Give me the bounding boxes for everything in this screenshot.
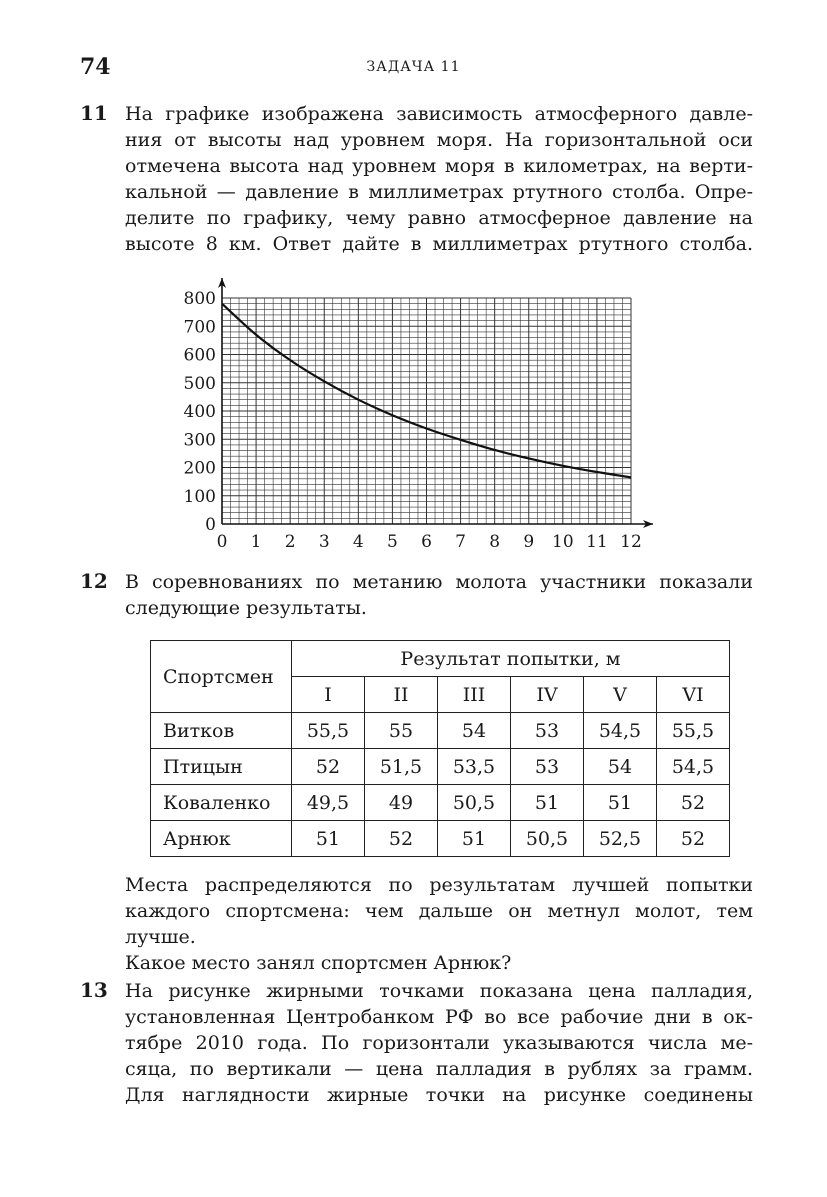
result-cell: 52	[292, 749, 365, 785]
result-cell: 51	[292, 821, 365, 857]
text-line: ния от высоты над уровнем моря. На горизонтальной оси	[125, 129, 753, 151]
y-tick-label: 500	[183, 373, 216, 394]
result-cell: 51	[584, 785, 657, 821]
task-11-text	[125, 101, 753, 257]
task-12-rules	[125, 872, 753, 976]
text-line: лучше.	[125, 926, 196, 948]
task-12-question: Какое место занял спортсмен Арнюк?	[125, 952, 512, 974]
athlete-name: Витков	[151, 713, 292, 749]
table-row	[151, 749, 730, 785]
result-cell: 55,5	[657, 713, 730, 749]
athlete-name: Арнюк	[151, 821, 292, 857]
result-cell: 53,5	[438, 749, 511, 785]
text-line: сяца, по вертикали — цена палладия в рублях за грамм.	[125, 1058, 753, 1080]
pressure-altitude-chart	[170, 270, 670, 560]
y-tick-label: 700	[183, 317, 216, 338]
header-athlete: Спортсмен	[151, 641, 292, 713]
x-tick-label: 9	[523, 532, 535, 552]
result-cell: 52	[365, 821, 438, 857]
table-row	[151, 821, 730, 857]
text-line: Для наглядности жирные точки на рисунке соединены	[125, 1084, 753, 1106]
result-cell: 54	[584, 749, 657, 785]
x-tick-label: 5	[387, 532, 398, 552]
x-tick-label: 0	[216, 532, 228, 552]
attempt-header: II	[365, 677, 438, 713]
result-cell: 52,5	[584, 821, 657, 857]
y-tick-label: 100	[183, 486, 216, 507]
page-number: 74	[80, 54, 111, 80]
result-cell: 49,5	[292, 785, 365, 821]
x-tick-labels	[217, 532, 642, 552]
y-tick-label: 400	[183, 402, 216, 422]
header-result: Результат попытки, м	[292, 641, 730, 677]
task-13-text	[125, 978, 753, 1108]
text-line: Места распределяются по результатам лучшей попытки	[125, 874, 753, 896]
text-line: установленная Центробанком РФ во все рабочие дни в ок-	[125, 1006, 753, 1028]
text-line: высоте 8 км. Ответ дайте в миллиметрах ртутного столба.	[125, 233, 753, 255]
result-cell: 55,5	[292, 713, 365, 749]
task-13-number: 13	[80, 978, 108, 1002]
chart-grid	[222, 298, 631, 524]
result-cell: 50,5	[511, 821, 584, 857]
result-cell: 49	[365, 785, 438, 821]
attempt-header: V	[584, 677, 657, 713]
result-cell: 54,5	[657, 749, 730, 785]
text-line: На рисунке жирными точками показана цена палладия,	[125, 980, 753, 1002]
result-cell: 53	[511, 713, 584, 749]
task-11-number: 11	[80, 101, 108, 125]
x-tick-label: 1	[250, 532, 262, 552]
result-cell: 50,5	[438, 785, 511, 821]
text-line: тябре 2010 года. По горизонтали указываются числа ме-	[125, 1032, 753, 1054]
attempt-header: I	[292, 677, 365, 713]
table-row	[151, 713, 730, 749]
text-line: каждого спортсмена: чем дальше он метнул молот, тем	[125, 900, 753, 922]
text-line: кальной — давление в миллиметрах ртутного столба. Опре-	[125, 181, 753, 203]
attempt-header: IV	[511, 677, 584, 713]
text-line: В соревнованиях по метанию молота участники показали	[125, 571, 753, 593]
result-cell: 52	[657, 785, 730, 821]
result-cell: 53	[511, 749, 584, 785]
x-tick-label: 3	[318, 532, 330, 552]
athlete-name: Птицын	[151, 749, 292, 785]
result-cell: 55	[365, 713, 438, 749]
table-row	[151, 785, 730, 821]
result-cell: 51	[438, 821, 511, 857]
result-cell: 52	[657, 821, 730, 857]
x-tick-label: 11	[586, 532, 608, 552]
results-table	[150, 640, 730, 857]
x-tick-label: 2	[284, 532, 296, 552]
result-cell: 54	[438, 713, 511, 749]
x-tick-label: 7	[455, 532, 466, 552]
result-cell: 51,5	[365, 749, 438, 785]
text-line: отмечена высота над уровнем моря в километрах, на верти-	[125, 155, 753, 177]
table-header-row	[151, 641, 730, 677]
running-header: ЗАДАЧА 11	[366, 59, 461, 75]
chart-axes	[218, 278, 653, 528]
athlete-name: Коваленко	[151, 785, 292, 821]
x-tick-label: 6	[421, 532, 432, 552]
x-tick-label: 8	[489, 532, 501, 552]
y-tick-labels	[184, 289, 216, 535]
y-tick-label: 0	[205, 515, 216, 535]
task-12-intro	[125, 569, 753, 621]
text-line: делите по графику, чему равно атмосферное давление на	[125, 207, 753, 229]
x-tick-label: 4	[352, 532, 364, 552]
y-tick-label: 600	[183, 345, 216, 366]
y-tick-label: 200	[183, 458, 216, 479]
task-12-number: 12	[80, 569, 108, 593]
x-tick-label: 12	[620, 532, 642, 552]
text-line: На графике изображена зависимость атмосферного давле-	[125, 103, 753, 125]
y-tick-label: 800	[183, 289, 216, 309]
attempt-header: III	[438, 677, 511, 713]
result-cell: 51	[511, 785, 584, 821]
x-tick-label: 10	[552, 532, 574, 552]
y-tick-label: 300	[183, 430, 216, 451]
text-line: следующие результаты.	[125, 597, 367, 619]
attempt-header: VI	[657, 677, 730, 713]
result-cell: 54,5	[584, 713, 657, 749]
